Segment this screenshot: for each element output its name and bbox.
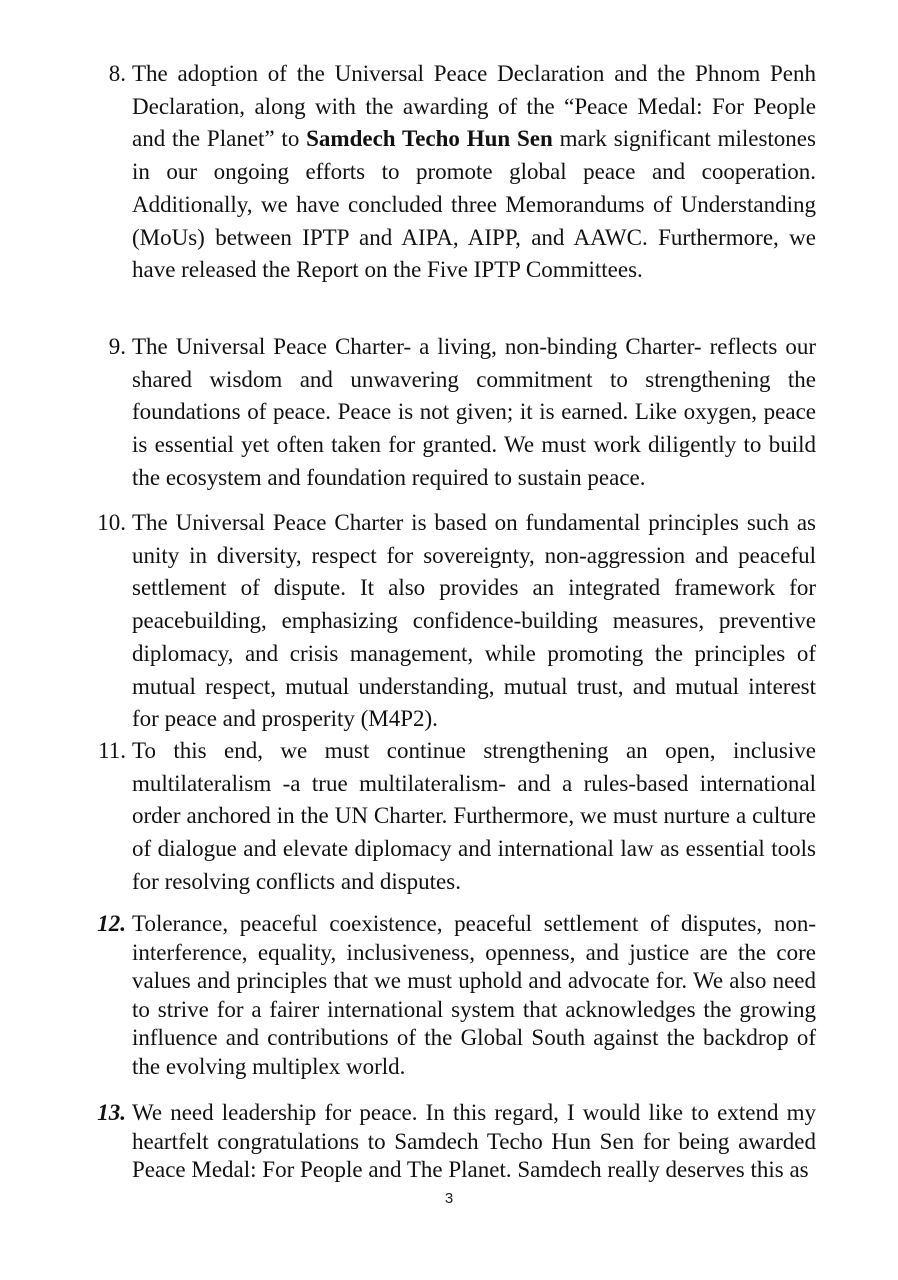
honoree-name: Samdech Techo Hun Sen bbox=[306, 126, 553, 152]
paragraph-text: We need leadership for peace. In this regard, I would like to extend my heartfelt congratulations to Samdech Techo Hun Sen for being awarded Peace Medal: For People and The Planet. Samdech really deserves this as bbox=[132, 1100, 816, 1183]
paragraph-13 bbox=[80, 1099, 816, 1185]
paragraph-11 bbox=[80, 735, 816, 899]
page-number: 3 bbox=[444, 1190, 454, 1207]
paragraph-12 bbox=[80, 910, 816, 1082]
paragraph-number: 12. bbox=[97, 911, 126, 936]
paragraph-text: To this end, we must continue strengthening an open, inclusive multilateralism -a true multilateralism- and a rules-based international order anchored in the UN Charter. Furthermore, we must nurture a culture of dialogue and elevate diplomacy and international law as essential tools for resolving conflicts and disputes. bbox=[132, 738, 816, 894]
paragraph-number: 11. bbox=[98, 738, 126, 763]
paragraph-text: The Universal Peace Charter- a living, non-binding Charter- reflects our shared wisdom and unwavering commitment to strengthening the foundations of peace. Peace is not given; it is earned. Like oxygen, peace is essential yet often taken for granted. We must work diligently to build the ecosystem and foundation required to sustain peace. bbox=[132, 334, 816, 490]
paragraph-number: 8. bbox=[108, 61, 126, 86]
paragraph-number: 13. bbox=[97, 1100, 126, 1125]
paragraph-text bbox=[132, 58, 816, 287]
paragraph-text: Tolerance, peaceful coexistence, peaceful settlement of disputes, non-interference, equality, inclusiveness, openness, and justice are the core values and principles that we must uphold and advocate for. We also need to strive for a fairer international system that acknowledges the growing influence and contributions of the Global South against the backdrop of the evolving multiplex world. bbox=[132, 911, 816, 1079]
paragraph-number: 9. bbox=[108, 334, 126, 359]
paragraph-9 bbox=[80, 331, 816, 495]
paragraph-8 bbox=[80, 58, 816, 287]
paragraph-number: 10. bbox=[97, 510, 126, 535]
paragraph-text: The Universal Peace Charter is based on fundamental principles such as unity in diversity, respect for sovereignty, non-aggression and peaceful settlement of dispute. It also provides an integrated framework for peacebuilding, emphasizing confidence-building measures, preventive diplomacy, and crisis management, while promoting the principles of mutual respect, mutual understanding, mutual trust, and mutual interest for peace and prosperity (M4P2). bbox=[132, 510, 816, 732]
paragraph-text-start: The adoption of the Universal Peace Declaration and the Phnom Penh Declaration, along with the awarding of the “Peace Medal: For People and the Planet” to bbox=[132, 61, 816, 152]
paragraph-text-end: mark significant milestones in our ongoing efforts to promote global peace and cooperation. Additionally, we have concluded three Memorandums of Understanding (MoUs) between IPTP and AIPA, AIPP, and AAWC. Furthermore, we have released the Report on the Five IPTP Committees. bbox=[132, 126, 816, 283]
paragraph-10 bbox=[80, 507, 816, 736]
